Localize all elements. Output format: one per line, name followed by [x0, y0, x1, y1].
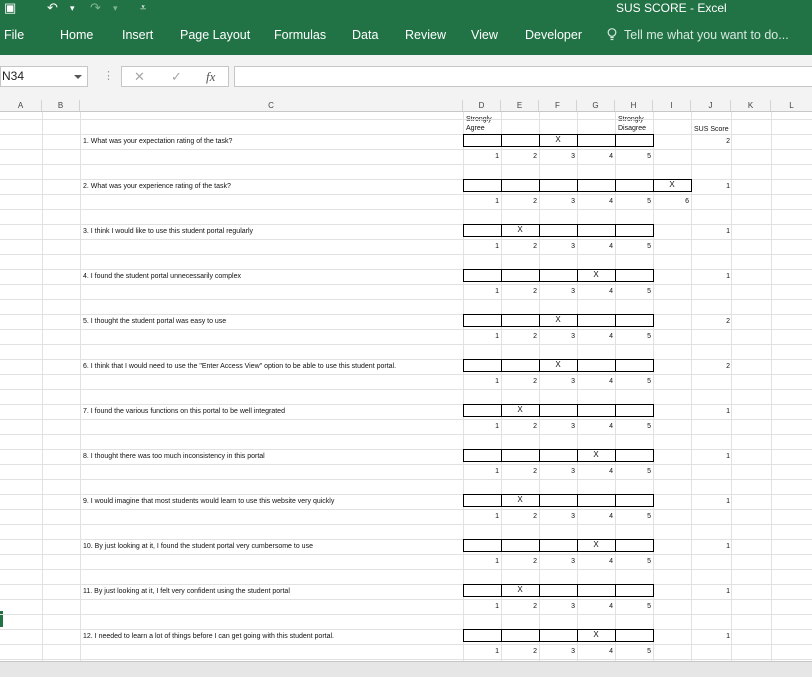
question-text: 7. I found the various functions on this portal to be well integrated [83, 408, 285, 415]
scale-number: 1 [495, 333, 499, 340]
answer-box[interactable] [577, 404, 616, 417]
sus-score-value: 1 [726, 273, 730, 280]
scale-number: 4 [609, 558, 613, 565]
scale-number: 2 [533, 333, 537, 340]
worksheet-grid[interactable] [0, 112, 812, 661]
answer-box[interactable] [463, 134, 502, 147]
strongly-disagree-label [618, 115, 646, 133]
tab-formulas[interactable]: Formulas [274, 28, 327, 42]
grid-row-line [0, 299, 812, 300]
grid-row-line [0, 119, 812, 120]
column-header-g[interactable]: G [577, 100, 615, 111]
scale-number: 3 [571, 243, 575, 250]
scale-number: 5 [647, 468, 651, 475]
scale-number: 5 [647, 333, 651, 340]
column-header-e[interactable]: E [501, 100, 539, 111]
column-headers [0, 100, 812, 112]
scale-number: 3 [571, 198, 575, 205]
scale-number: 6 [685, 198, 689, 205]
answer-box[interactable] [463, 539, 502, 552]
scale-number: 1 [495, 378, 499, 385]
scale-number: 4 [609, 153, 613, 160]
scale-number: 1 [495, 243, 499, 250]
answer-mark: X [517, 225, 523, 234]
formula-bar-area [0, 55, 812, 101]
grid-row-line [0, 389, 812, 390]
scale-number: 1 [495, 468, 499, 475]
lightbulb-icon [607, 27, 617, 43]
sus-score-value: 1 [726, 408, 730, 415]
answer-box[interactable] [615, 359, 654, 372]
enter-icon[interactable]: ✓ [171, 69, 182, 84]
scale-number: 4 [609, 378, 613, 385]
sus-score-value: 1 [726, 228, 730, 235]
sus-score-value: 1 [726, 453, 730, 460]
grid-row-line [0, 344, 812, 345]
grid-row-line [0, 404, 812, 405]
grid-row-line [0, 329, 812, 330]
scale-number: 5 [647, 153, 651, 160]
sus-score-value: 2 [726, 138, 730, 145]
grid-row-line [0, 509, 812, 510]
answer-box[interactable] [463, 314, 502, 327]
answer-mark: X [555, 315, 561, 324]
question-text: 6. I think that I would need to use the "Enter Access View" option to be able to use this student portal. [83, 363, 397, 370]
answer-box[interactable] [501, 539, 540, 552]
tab-insert[interactable]: Insert [122, 28, 154, 42]
tab-data[interactable]: Data [352, 28, 379, 42]
column-header-d[interactable]: D [463, 100, 501, 111]
answer-mark: X [593, 540, 599, 549]
grid-row-line [0, 644, 812, 645]
grid-row-line [0, 494, 812, 495]
grid-row-line [0, 434, 812, 435]
grid-row-line [0, 524, 812, 525]
question-text: 1. What was your expectation rating of the task? [83, 138, 233, 145]
scale-number: 5 [647, 558, 651, 565]
answer-box[interactable] [577, 359, 616, 372]
scale-number: 2 [533, 513, 537, 520]
answer-box[interactable] [615, 179, 654, 192]
sus-score-value: 1 [726, 498, 730, 505]
answer-box[interactable] [463, 224, 502, 237]
grid-row-line [0, 239, 812, 240]
grid-row-line [0, 209, 812, 210]
answer-box[interactable] [501, 449, 540, 462]
column-header-c[interactable]: C [80, 100, 463, 111]
scale-number: 3 [571, 333, 575, 340]
grid-row-line [0, 584, 812, 585]
scale-number: 3 [571, 558, 575, 565]
answer-box[interactable] [577, 224, 616, 237]
answer-mark: X [669, 180, 675, 189]
question-text: 10. By just looking at it, I found the student portal very cumbersome to use [83, 543, 313, 550]
answer-box[interactable] [577, 584, 616, 597]
answer-box[interactable] [539, 494, 578, 507]
answer-box[interactable] [539, 584, 578, 597]
answer-box[interactable] [577, 314, 616, 327]
column-header-k[interactable]: K [731, 100, 771, 111]
question-text: 4. I found the student portal unnecessarily complex [83, 273, 241, 280]
answer-box[interactable] [463, 629, 502, 642]
answer-box[interactable] [539, 269, 578, 282]
answer-box[interactable] [615, 449, 654, 462]
chevron-down-icon[interactable] [74, 75, 82, 79]
column-header-b[interactable]: B [42, 100, 80, 111]
sus-score-value: 1 [726, 633, 730, 640]
grid-row-line [0, 539, 812, 540]
scale-number: 5 [647, 288, 651, 295]
answer-mark: X [517, 495, 523, 504]
scale-number: 2 [533, 603, 537, 610]
scale-number: 3 [571, 468, 575, 475]
scale-number: 1 [495, 603, 499, 610]
answer-box[interactable] [463, 269, 502, 282]
answer-box[interactable] [615, 224, 654, 237]
scale-number: 5 [647, 513, 651, 520]
scale-number: 2 [533, 648, 537, 655]
answer-box[interactable] [615, 314, 654, 327]
answer-mark: X [593, 270, 599, 279]
question-text: 11. By just looking at it, I felt very confident using the student portal [83, 588, 290, 595]
answer-box[interactable] [501, 629, 540, 642]
scale-number: 1 [495, 558, 499, 565]
grid-row-line [0, 194, 812, 195]
redo-dropdown-icon[interactable]: ▾ [113, 3, 118, 13]
scale-number: 5 [647, 198, 651, 205]
answer-box[interactable] [539, 449, 578, 462]
grid-row-line [0, 134, 812, 135]
answer-box[interactable] [615, 134, 654, 147]
strongly-agree-label [466, 115, 492, 133]
scale-number: 1 [495, 198, 499, 205]
scale-number: 1 [495, 648, 499, 655]
scale-number: 5 [647, 243, 651, 250]
sus-score-value: 1 [726, 543, 730, 550]
answer-box[interactable] [463, 404, 502, 417]
column-header-l[interactable]: L [789, 101, 794, 110]
strongly-disagree-line2: Disagree [618, 125, 647, 132]
sus-score-value: 2 [726, 363, 730, 370]
customize-toolbar-icon[interactable]: ⩡ [140, 2, 147, 14]
redo-icon[interactable]: ↷ [90, 0, 101, 15]
answer-box[interactable] [615, 584, 654, 597]
scale-number: 4 [609, 648, 613, 655]
answer-box[interactable] [577, 179, 616, 192]
scale-number: 1 [495, 423, 499, 430]
grid-row-line [0, 314, 812, 315]
answer-box[interactable] [615, 629, 654, 642]
grid-row-line [0, 554, 812, 555]
scale-number: 2 [533, 243, 537, 250]
title-bar [0, 0, 812, 17]
answer-box[interactable] [501, 179, 540, 192]
answer-box[interactable] [501, 359, 540, 372]
answer-box[interactable] [463, 584, 502, 597]
question-text: 8. I thought there was too much inconsistency in this portal [83, 453, 265, 460]
question-text: 12. I needed to learn a lot of things before I can get going with this student portal. [83, 633, 334, 640]
answer-box[interactable] [539, 224, 578, 237]
answer-mark: X [555, 135, 561, 144]
scale-number: 5 [647, 378, 651, 385]
tell-me-search[interactable]: Tell me what you want to do... [624, 28, 789, 42]
scale-number: 2 [533, 288, 537, 295]
column-header-j[interactable]: J [691, 100, 731, 111]
answer-mark: X [593, 450, 599, 459]
scale-number: 3 [571, 423, 575, 430]
answer-box[interactable] [501, 134, 540, 147]
strongly-agree-line2: Agree [466, 125, 485, 132]
name-box[interactable] [0, 66, 88, 87]
scale-number: 5 [647, 648, 651, 655]
tab-view[interactable]: View [471, 28, 498, 42]
scale-number: 4 [609, 423, 613, 430]
answer-box[interactable] [463, 449, 502, 462]
column-header-f[interactable]: F [539, 100, 577, 111]
ribbon-tabs [0, 17, 812, 55]
scale-number: 1 [495, 513, 499, 520]
answer-box[interactable] [463, 359, 502, 372]
scale-number: 2 [533, 198, 537, 205]
scale-number: 4 [609, 288, 613, 295]
tab-review[interactable]: Review [405, 28, 446, 42]
answer-box[interactable] [539, 539, 578, 552]
grid-row-line [0, 224, 812, 225]
column-header-a[interactable]: A [0, 100, 42, 111]
grid-row-line [0, 269, 812, 270]
save-icon[interactable]: ▣ [4, 0, 17, 15]
answer-box[interactable] [501, 314, 540, 327]
sus-score-header: SUS Score [694, 126, 729, 133]
scale-number: 4 [609, 513, 613, 520]
scale-number: 2 [533, 153, 537, 160]
column-header-i[interactable]: I [653, 100, 691, 111]
cancel-icon[interactable]: ✕ [134, 69, 145, 84]
answer-box[interactable] [539, 629, 578, 642]
grid-row-line [0, 449, 812, 450]
sheet-tabs-bar[interactable] [0, 661, 812, 677]
grid-row-line [0, 374, 812, 375]
sus-score-value: 1 [726, 588, 730, 595]
formula-input[interactable] [234, 66, 812, 87]
name-box-value: N34 [2, 69, 25, 83]
grid-row-line [0, 599, 812, 600]
window-title: SUS SCORE - Excel [616, 1, 727, 15]
scale-number: 4 [609, 333, 613, 340]
grid-row-line [0, 464, 812, 465]
answer-mark: X [555, 360, 561, 369]
scale-number: 3 [571, 513, 575, 520]
answer-mark: X [517, 585, 523, 594]
question-text: 9. I would imagine that most students would learn to use this website very quickly [83, 498, 335, 505]
question-text: 3. I think I would like to use this student portal regularly [83, 228, 254, 235]
answer-box[interactable] [539, 179, 578, 192]
scale-number: 5 [647, 603, 651, 610]
scale-number: 1 [495, 153, 499, 160]
answer-box[interactable] [615, 404, 654, 417]
scale-number: 5 [647, 423, 651, 430]
answer-box[interactable] [577, 494, 616, 507]
answer-mark: X [517, 405, 523, 414]
formula-buttons [121, 66, 229, 87]
scale-number: 4 [609, 198, 613, 205]
undo-dropdown-icon[interactable]: ▾ [70, 3, 75, 13]
grid-row-line [0, 164, 812, 165]
scale-number: 3 [571, 648, 575, 655]
tab-file[interactable]: File [4, 28, 25, 42]
grid-row-line [0, 614, 812, 615]
scale-number: 2 [533, 423, 537, 430]
grid-row-line [0, 629, 812, 630]
scale-number: 4 [609, 243, 613, 250]
answer-box[interactable] [539, 404, 578, 417]
column-header-h[interactable]: H [615, 100, 653, 111]
grid-row-line [0, 419, 812, 420]
answer-box[interactable] [577, 134, 616, 147]
question-text: 2. What was your experience rating of the task? [83, 183, 231, 190]
scale-number: 2 [533, 468, 537, 475]
insert-function-icon[interactable]: fx [206, 69, 216, 84]
grid-row-line [0, 479, 812, 480]
answer-mark: X [593, 630, 599, 639]
answer-box[interactable] [501, 269, 540, 282]
answer-box[interactable] [615, 494, 654, 507]
grid-row-line [0, 284, 812, 285]
scale-number: 3 [571, 153, 575, 160]
sus-score-value: 2 [726, 318, 730, 325]
undo-icon[interactable]: ↶ [47, 0, 58, 15]
scale-number: 4 [609, 468, 613, 475]
grid-row-line [0, 659, 812, 660]
scale-number: 4 [609, 603, 613, 610]
grid-row-line [0, 254, 812, 255]
scale-number: 1 [495, 288, 499, 295]
tab-page-layout[interactable]: Page Layout [180, 28, 251, 42]
scale-number: 2 [533, 558, 537, 565]
grid-row-line [0, 359, 812, 360]
sus-score-value: 1 [726, 183, 730, 190]
tab-developer[interactable]: Developer [525, 28, 582, 42]
scale-number: 2 [533, 378, 537, 385]
question-text: 5. I thought the student portal was easy to use [83, 318, 227, 325]
scale-number: 3 [571, 603, 575, 610]
grid-row-line [0, 569, 812, 570]
answer-box[interactable] [463, 179, 502, 192]
answer-box[interactable] [463, 494, 502, 507]
grid-row-line [0, 149, 812, 150]
scale-number: 3 [571, 288, 575, 295]
scale-number: 3 [571, 378, 575, 385]
tab-home[interactable]: Home [60, 28, 94, 42]
answer-box[interactable] [615, 539, 654, 552]
answer-box[interactable] [615, 269, 654, 282]
drag-handle-icon[interactable]: ⋮ [103, 70, 114, 82]
